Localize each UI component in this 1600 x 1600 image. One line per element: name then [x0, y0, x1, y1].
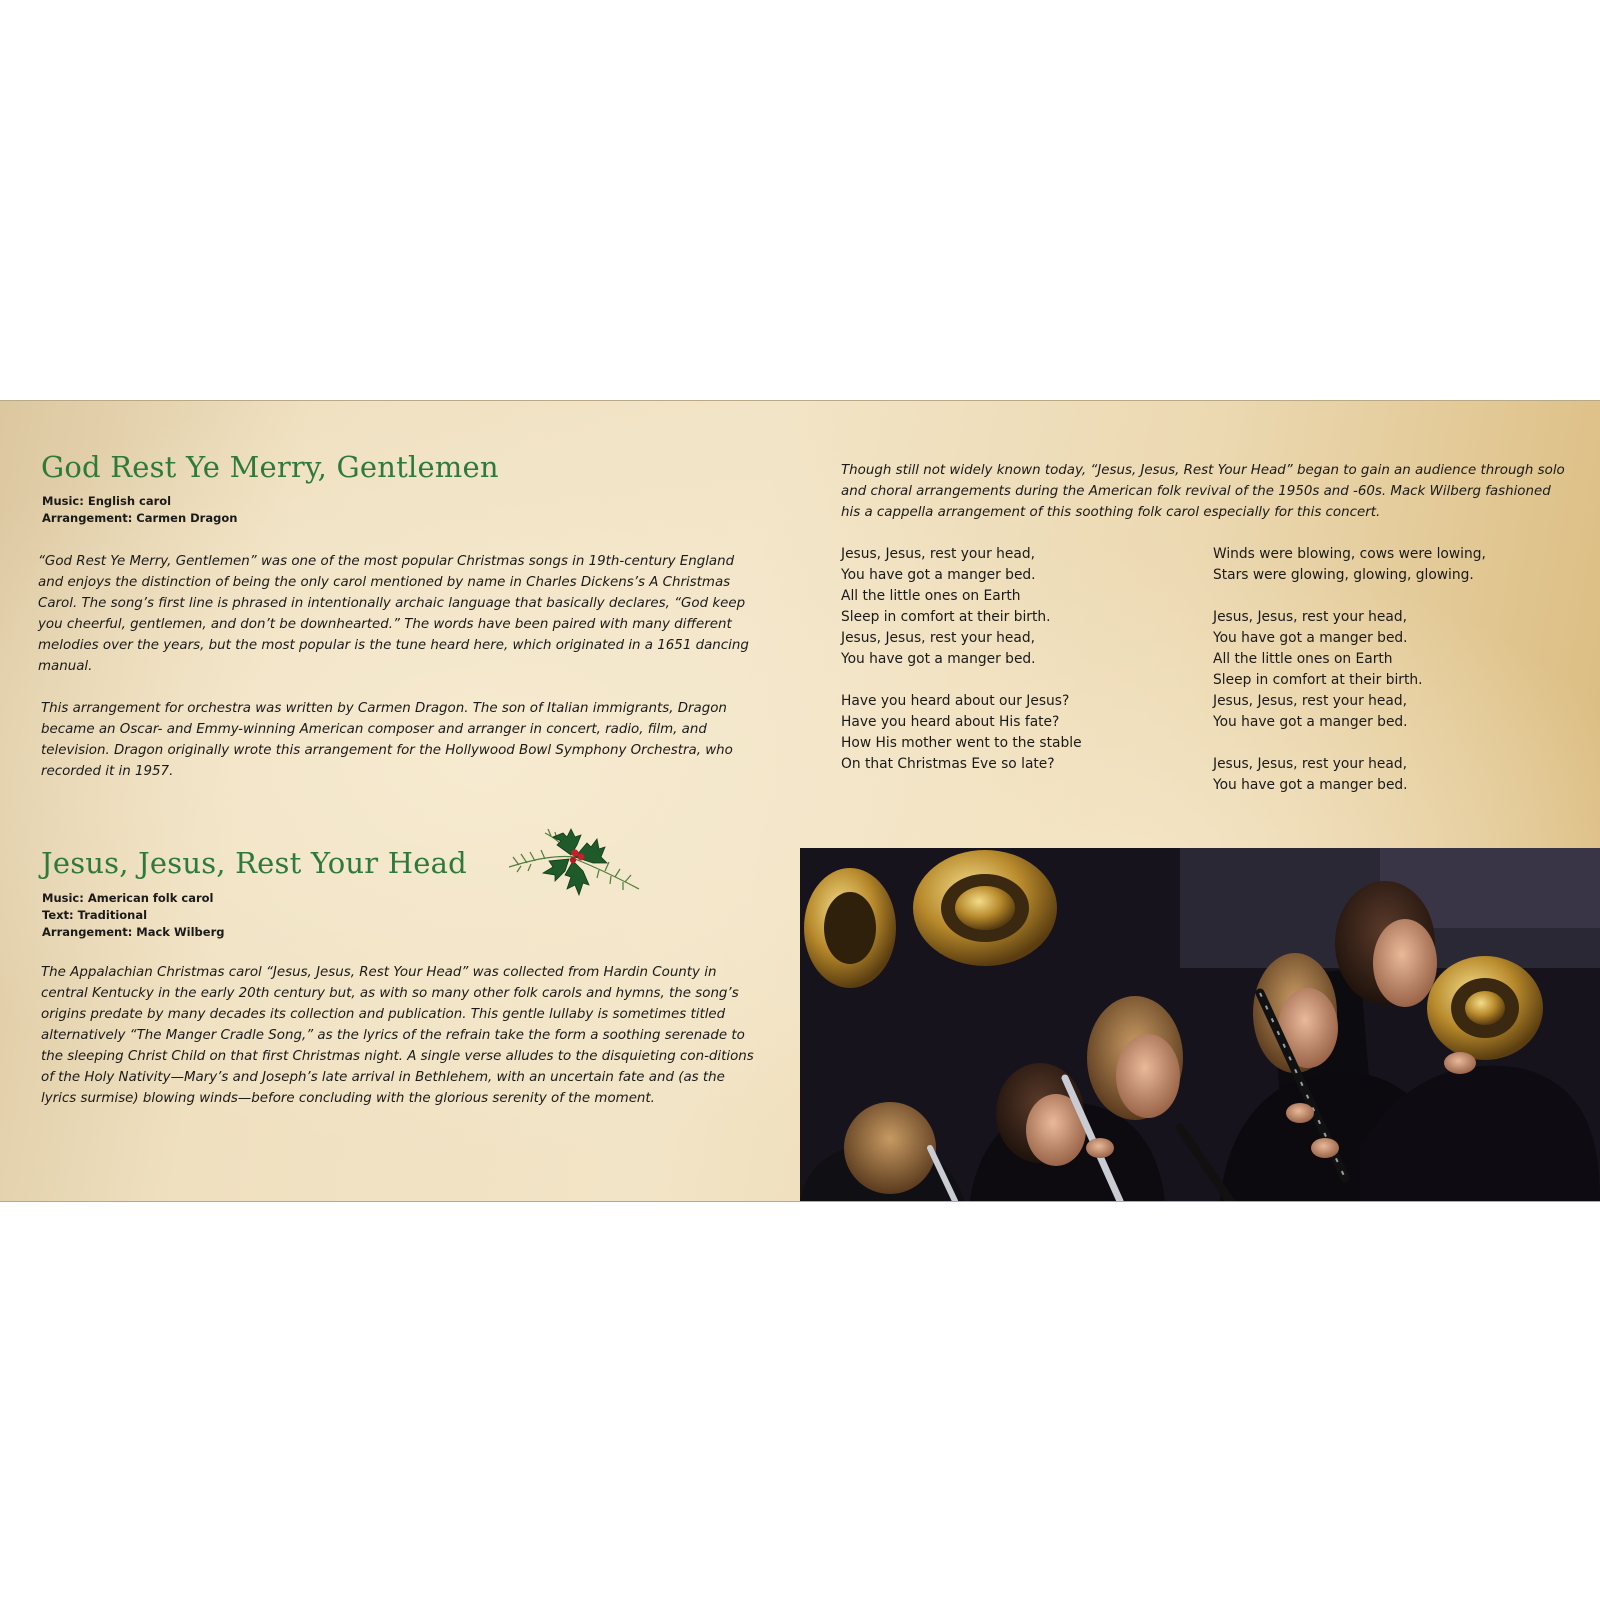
lyric-line: You have got a manger bed. — [1213, 777, 1408, 793]
lyrics-stanza — [841, 691, 1082, 775]
song-description-paragraph: “God Rest Ye Merry, Gentlemen” was one of the most popular Christmas songs in 19th-century England and enjoys the distinction of being the only carol mentioned by name in Charles Dickens’s A Christmas Carol. The song’s first line is phrased in intentionally archaic language that basically declares, “God keep you cheerful, gentlemen, and don’t be downhearted.” The words have been paired with many different melodies over the years, but the most popular is the tune heard here, which originated in a 1651 dancing manual. — [38, 554, 749, 674]
lyric-line: All the little ones on Earth — [841, 588, 1021, 604]
lyric-line: Stars were glowing, glowing, glowing. — [1213, 567, 1474, 583]
lyric-line: Sleep in comfort at their birth. — [841, 609, 1051, 625]
lyric-line: You have got a manger bed. — [1213, 714, 1408, 730]
booklet-spread — [0, 400, 1600, 1202]
orchestra-photo-illustration — [800, 848, 1600, 1201]
lyric-line: Jesus, Jesus, rest your head, — [1213, 693, 1407, 709]
lyric-line: How His mother went to the stable — [841, 735, 1082, 751]
credit-text: Text: Traditional — [42, 908, 148, 922]
song-title-god-rest-ye-merry: God Rest Ye Merry, Gentlemen — [41, 450, 499, 484]
credit-music: Music: English carol — [42, 494, 172, 508]
lyric-line: Jesus, Jesus, rest your head, — [841, 546, 1035, 562]
lyrics-stanza — [1213, 544, 1486, 586]
credit-arrangement: Arrangement: Mack Wilberg — [42, 925, 225, 939]
intro-paragraph: Though still not widely known today, “Jesus, Jesus, Rest Your Head” began to gain an audience through solo and choral arrangements during the American folk revival of the 1950s and -60s. Mack Wilberg fashioned his a cappella arrangement of this soothing folk carol especially for this concert. — [841, 463, 1565, 520]
song-title-jesus-rest-your-head: Jesus, Jesus, Rest Your Head — [41, 846, 467, 880]
lyric-line: Have you heard about our Jesus? — [841, 693, 1070, 709]
song-description-paragraph: This arrangement for orchestra was written by Carmen Dragon. The son of Italian immigrants, Dragon became an Oscar- and Emmy-winning American composer and arranger in concert, radio, film, and television. Dragon originally wrote this arrangement for the Hollywood Bowl Symphony Orchestra, who recorded it in 1957. — [41, 701, 733, 779]
credit-arrangement: Arrangement: Carmen Dragon — [42, 511, 238, 525]
song-credits — [42, 493, 237, 527]
lyric-line: Winds were blowing, cows were lowing, — [1213, 546, 1486, 562]
holly-icon — [505, 819, 645, 899]
lyric-line: You have got a manger bed. — [841, 567, 1036, 583]
lyric-line: You have got a manger bed. — [841, 651, 1036, 667]
lyric-line: All the little ones on Earth — [1213, 651, 1393, 667]
lyric-line: On that Christmas Eve so late? — [841, 756, 1055, 772]
lyric-line: Jesus, Jesus, rest your head, — [841, 630, 1035, 646]
lyric-line: You have got a manger bed. — [1213, 630, 1408, 646]
orchestra-photo — [800, 848, 1600, 1201]
song-description-paragraph: The Appalachian Christmas carol “Jesus, Jesus, Rest Your Head” was collected from Hardin County in central Kentucky in the early 20th century but, as with so many other folk carols and hymns, the song’s origins predate by many decades its collection and publication. This gentle lullaby is sometimes titled alternatively “The Manger Cradle Song,” as the lyrics of the refrain take the form a soothing serenade to the sleeping Christ Child on that first Christmas night. A single verse alludes to the disquieting con-ditions of the Holy Nativity—Mary’s and Joseph’s late arrival in Bethlehem, with an uncertain fate and (as the lyrics surmise) blowing winds—before concluding with the glorious serenity of the moment. — [41, 965, 754, 1106]
lyrics-stanza — [1213, 754, 1486, 796]
lyric-line: Jesus, Jesus, rest your head, — [1213, 609, 1407, 625]
song-credits — [42, 890, 224, 941]
lyric-line: Have you heard about His fate? — [841, 714, 1060, 730]
lyrics-stanza — [841, 544, 1082, 670]
lyrics-column-1 — [841, 544, 1082, 796]
lyric-line: Sleep in comfort at their birth. — [1213, 672, 1423, 688]
credit-music: Music: American folk carol — [42, 891, 214, 905]
lyric-line: Jesus, Jesus, rest your head, — [1213, 756, 1407, 772]
lyrics-stanza — [1213, 607, 1486, 733]
lyrics-column-2 — [1213, 544, 1486, 817]
